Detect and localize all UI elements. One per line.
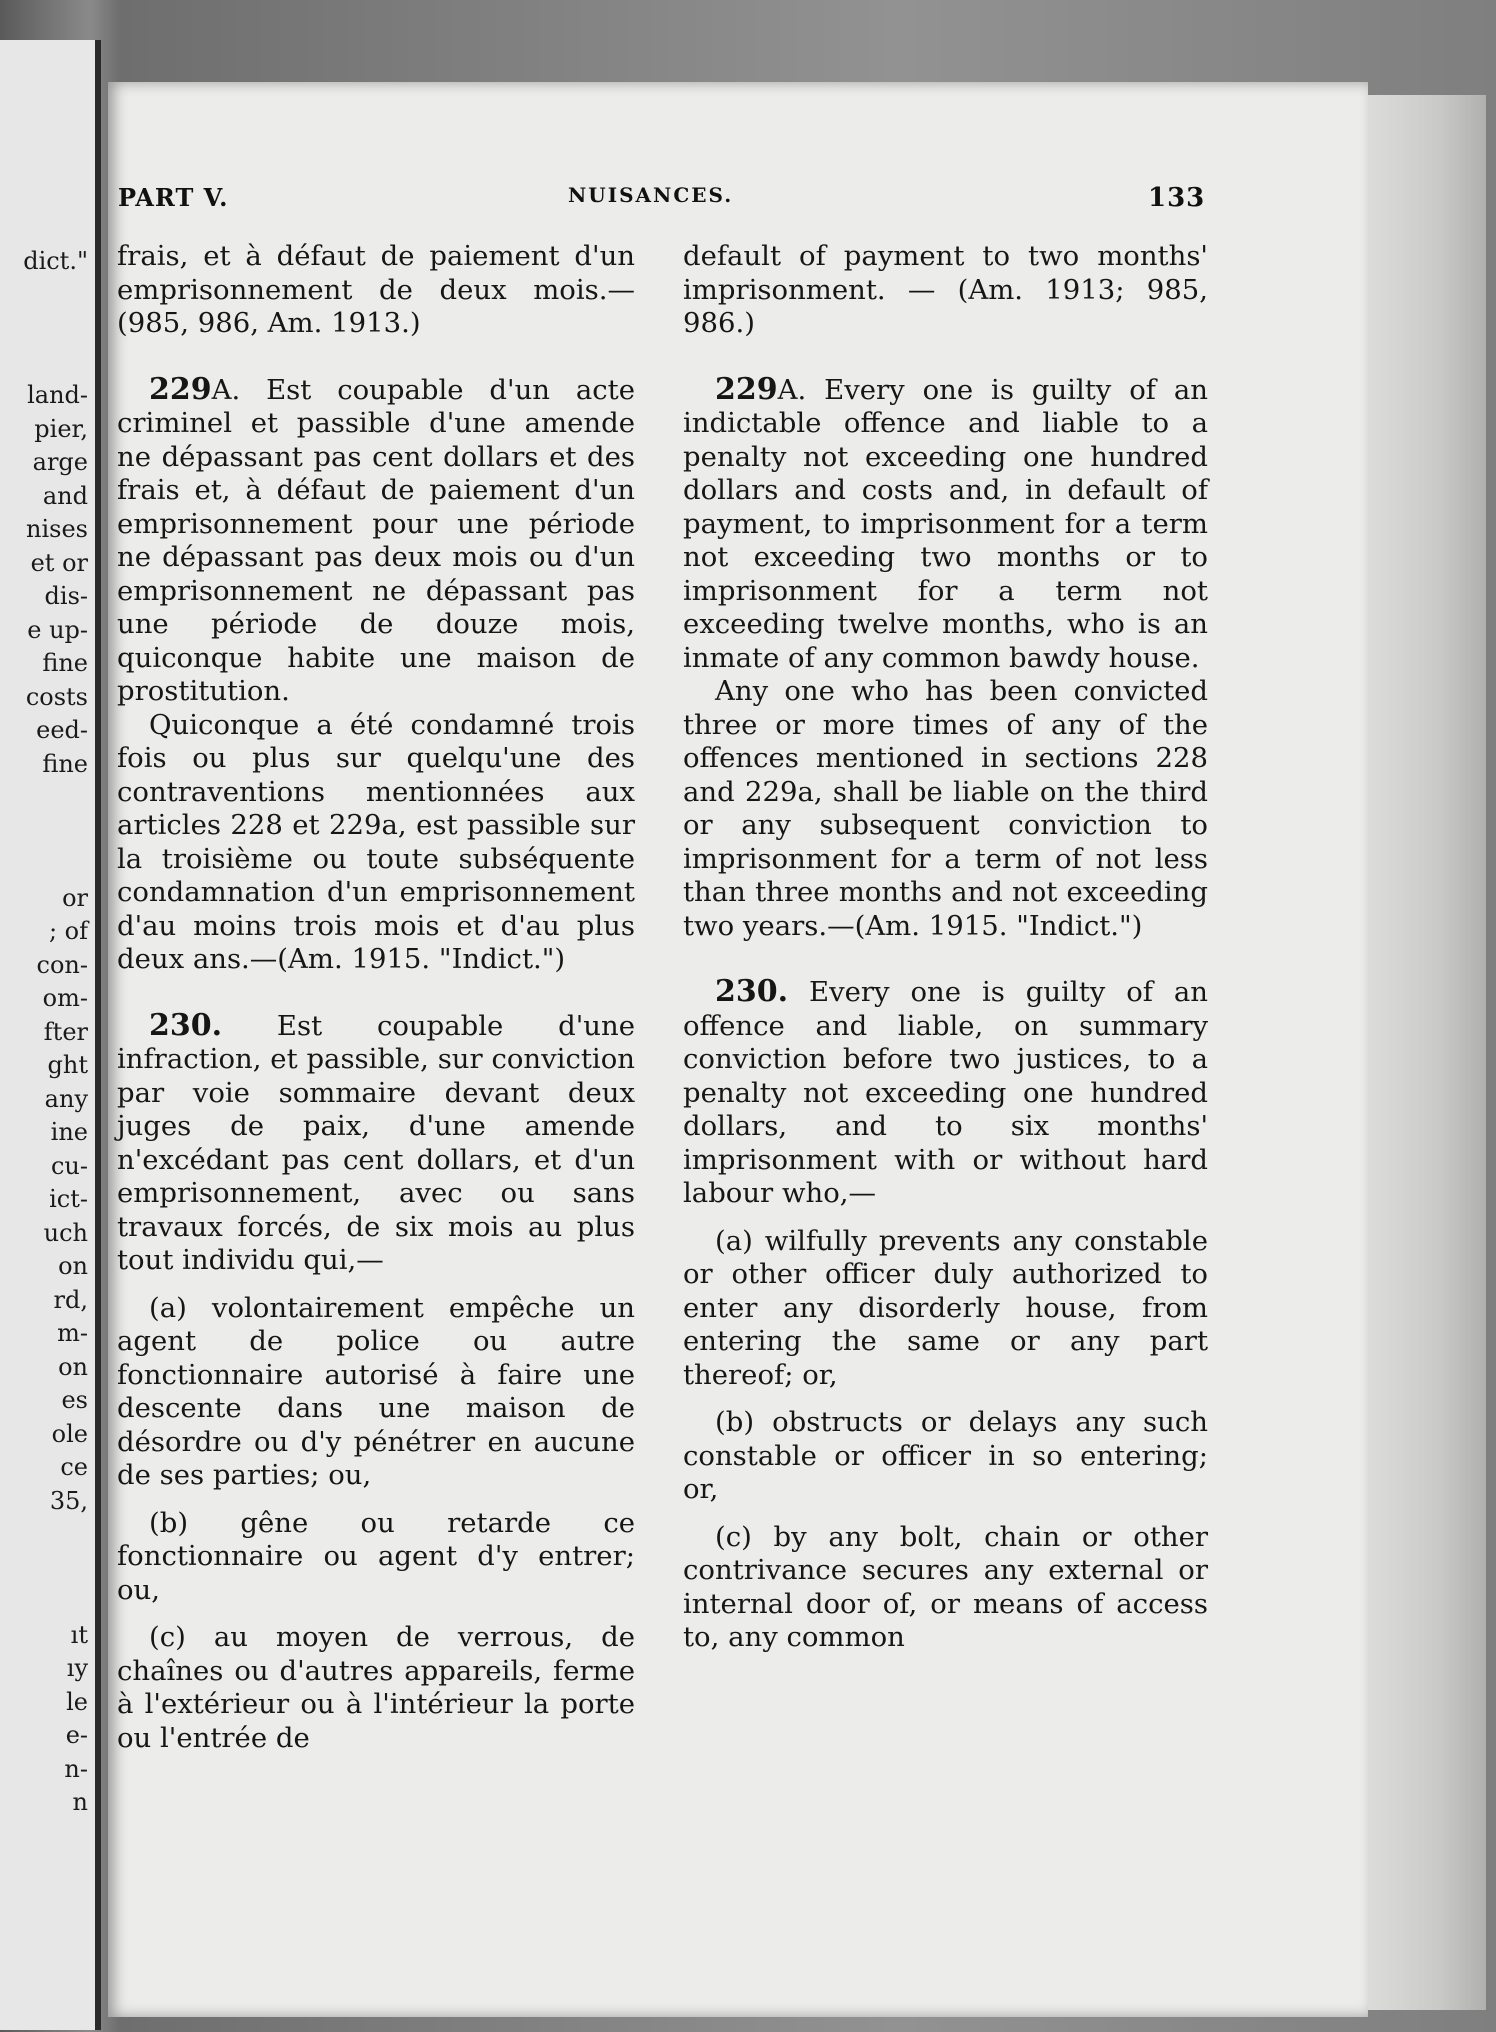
facing-page-line: m- xyxy=(57,1319,88,1347)
facing-page-line: con- xyxy=(36,950,88,979)
facing-page-line: costs xyxy=(25,682,88,711)
section-number: 229 xyxy=(715,371,778,407)
facing-page-line: fine xyxy=(42,649,88,677)
french-continuation: frais, et à défaut de paiement d'un emprisonnement de deux mois.—(985, 986, Am. 1913.) xyxy=(117,240,635,339)
page-number: 133 xyxy=(1148,183,1206,213)
section-text: A. Every one is guilty of an indictable offence and liable to a penalty not exceeding one hundred dollars and costs and, in default of payment, to imprisonment for a term not exceeding two months or to imprisonment for a term not exceeding twelve months, who is an inmate of any common bawdy house. xyxy=(683,373,1208,674)
french-section-230 xyxy=(117,1009,635,1278)
english-clause-c: (c) by any bolt, chain or other contrivance secures any external or internal door of, or means of access to, any common xyxy=(683,1520,1208,1653)
facing-page-line: et or xyxy=(30,548,88,577)
french-clause-a: (a) volontairement empêche un agent de police ou autre fonctionnaire autorisé à faire une descente dans une maison de désordre ou d'y pénétrer en aucune de ses parties; ou, xyxy=(117,1291,635,1491)
facing-page-line: arge xyxy=(32,448,88,476)
french-clause-c: (c) au moyen de verrous, de chaînes ou d'autres appareils, ferme à l'extérieur ou à l'intérieur la porte ou l'entrée de xyxy=(117,1621,635,1754)
facing-page-line: and xyxy=(42,481,88,510)
facing-page-line: n- xyxy=(64,1754,88,1783)
facing-page-line: pier, xyxy=(34,414,88,443)
facing-page-line: uch xyxy=(43,1218,88,1247)
facing-page-line: om- xyxy=(42,984,88,1012)
french-clause-b: (b) gêne ou retarde ce fonctionnaire ou agent d'y entrer; ou, xyxy=(117,1506,635,1606)
facing-page-line: on xyxy=(58,1352,88,1381)
english-section-230 xyxy=(683,975,1208,1211)
facing-page-line: ole xyxy=(51,1419,88,1448)
english-section-229a xyxy=(683,373,1208,676)
facing-page-line: fter xyxy=(43,1017,88,1046)
facing-page-line: e- xyxy=(65,1721,88,1749)
facing-page-line: eed- xyxy=(36,716,88,744)
facing-page-line: fine xyxy=(42,749,88,778)
facing-page-line: ıt xyxy=(70,1620,88,1649)
english-section-229a-para2: Any one who has been convicted three or more times of any of the offences mentioned in sections 228 and 229a, shall be liable on the third or any subsequent conviction to imprisonment for a term of not less than three months and not exceeding two years.—(Am. 1915. "Indict.") xyxy=(683,675,1208,942)
section-text: A. Est coupable d'un acte criminel et passible d'une amende ne dépassant pas cent dollars et des frais et, à défaut de paiement d'un emprisonnement pour une période ne dépassant pas deux mois ou d'un emprisonnement ne dépassant pas une période de douze mois, quiconque habite une maison de prostitution. xyxy=(117,373,635,707)
facing-page-line: any xyxy=(44,1084,88,1113)
facing-page-line: rd, xyxy=(53,1285,88,1314)
facing-page-line: le xyxy=(66,1687,88,1716)
english-clause-a: (a) wilfully prevents any constable or other officer duly authorized to enter any disorderly house, from entering the same or any part thereof; or, xyxy=(683,1224,1208,1391)
french-column xyxy=(117,240,635,1755)
facing-page-line: es xyxy=(61,1386,88,1414)
french-section-229a-para2: Quiconque a été condamné trois fois ou plus sur quelqu'une des contraventions mentionnées aux articles 228 et 229a, est passible sur la troisième ou toute subséquente condamnation d'un emprisonnement d'au moins trois mois et d'au plus deux ans.—(Am. 1915. "Indict.") xyxy=(117,708,635,975)
running-head-title: NUISANCES. xyxy=(568,183,734,207)
facing-page-line: ce xyxy=(60,1453,88,1481)
section-number: 230. xyxy=(149,1007,223,1043)
section-number: 229 xyxy=(149,371,212,407)
facing-page-line: cu- xyxy=(50,1151,88,1180)
facing-page-line: or xyxy=(62,883,88,912)
facing-page-line: ght xyxy=(47,1051,88,1079)
facing-page-line: ıy xyxy=(66,1654,88,1682)
running-head-part: PART V. xyxy=(118,183,229,212)
facing-page-line: ine xyxy=(50,1118,88,1146)
section-text: Est coupable d'une infraction, et passible, sur conviction par voie sommaire devant deux juges de paix, d'une amende n'excédant pas cent dollars, et d'un emprisonnement, avec ou sans travaux forcés, de six mois au plus tout individu qui,— xyxy=(117,1009,635,1276)
english-continuation: default of payment to two months' imprisonment. — (Am. 1913; 985, 986.) xyxy=(683,240,1208,339)
facing-page-line: nises xyxy=(26,515,88,543)
english-clause-b: (b) obstructs or delays any such constable or officer in so entering; or, xyxy=(683,1406,1208,1505)
facing-page-fragment xyxy=(0,40,101,2030)
facing-page-line: ; of xyxy=(48,917,88,945)
facing-page-line: ict- xyxy=(49,1185,88,1213)
facing-page-line: on xyxy=(58,1252,88,1280)
facing-page-line: n xyxy=(72,1788,88,1816)
english-column xyxy=(683,240,1208,1655)
facing-page-line: dis- xyxy=(44,582,88,610)
facing-page-line: dict." xyxy=(23,247,88,275)
section-number: 230. xyxy=(715,974,789,1009)
facing-page-line: e up- xyxy=(27,615,88,644)
facing-page-line: land- xyxy=(27,381,88,409)
facing-page-line: 35, xyxy=(49,1486,88,1515)
section-text: Every one is guilty of an offence and liable, on summary conviction before two justices, to a penalty not exceeding one hundred dollars, and to six months' imprisonment with or without hard labour who,— xyxy=(683,976,1208,1209)
french-section-229a xyxy=(117,373,635,709)
